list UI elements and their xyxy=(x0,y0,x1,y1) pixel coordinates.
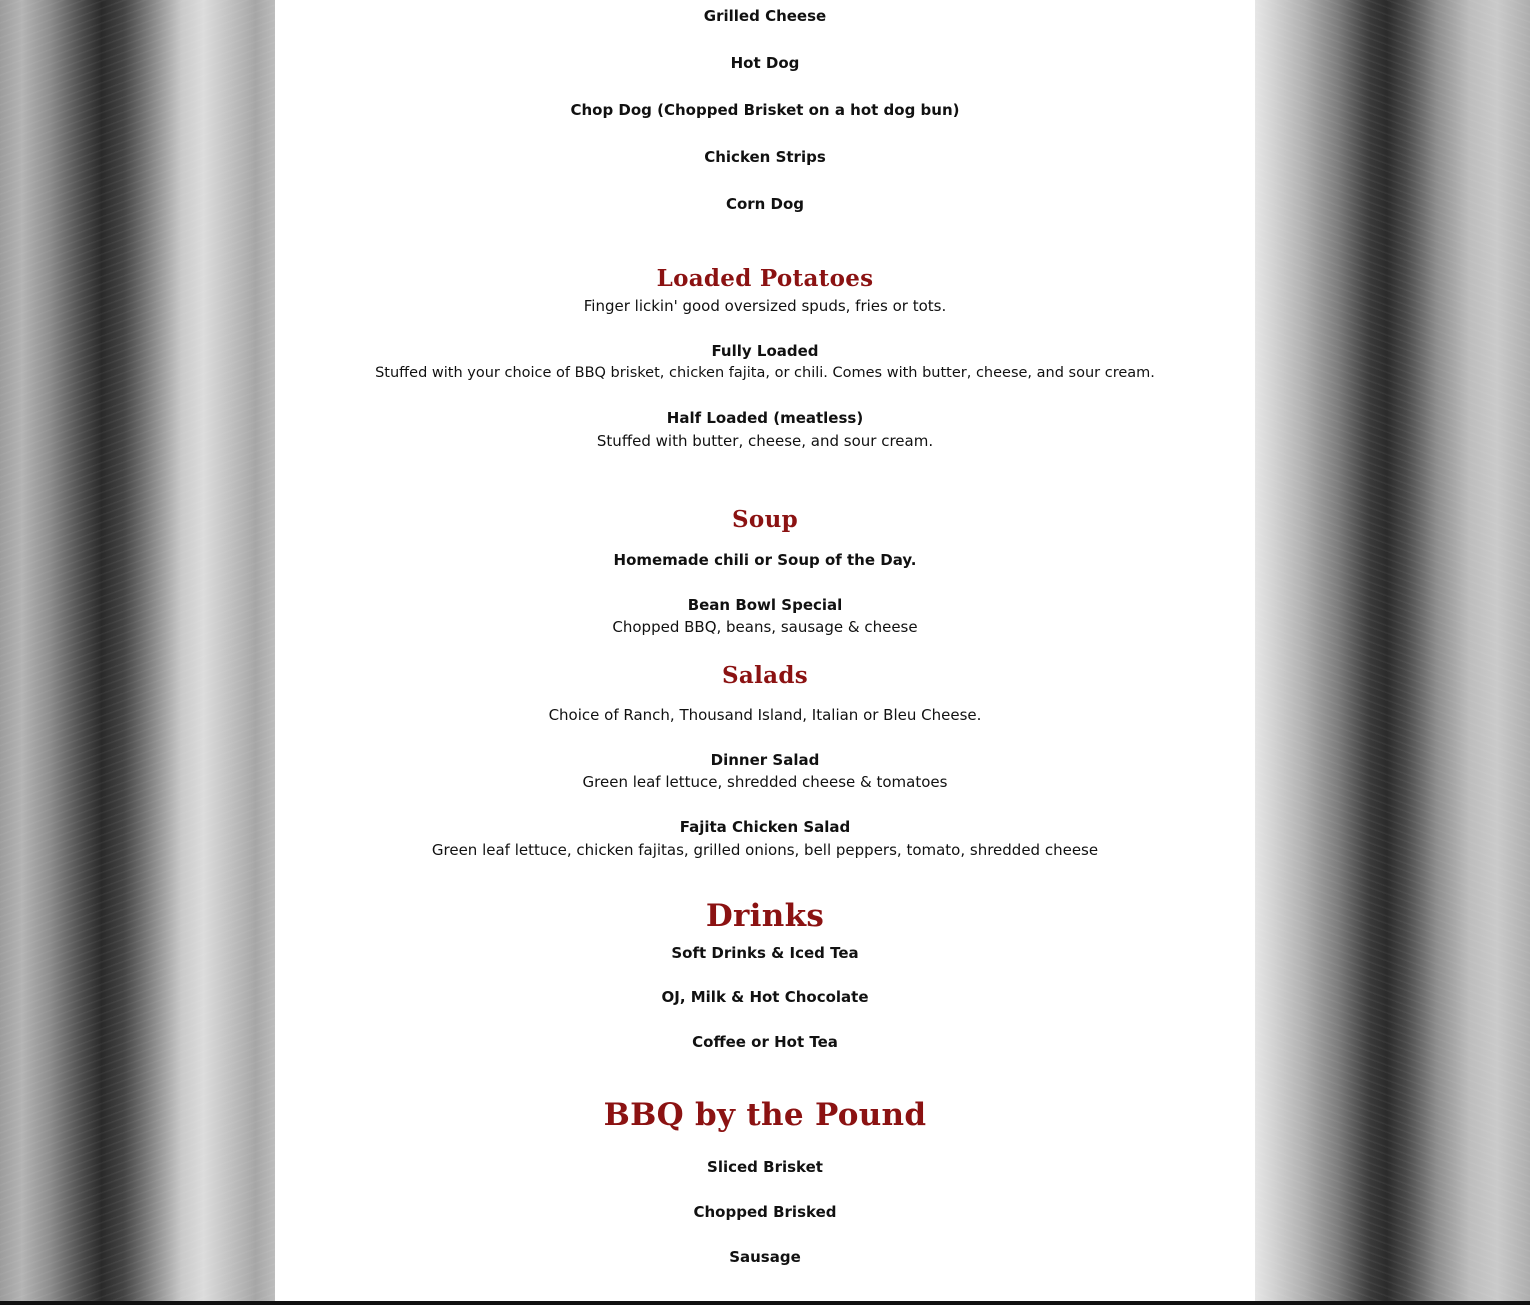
section-heading-drinks: Drinks xyxy=(705,898,825,934)
menu-panel xyxy=(275,0,1255,1301)
section-heading-loaded-potatoes: Loaded Potatoes xyxy=(656,265,874,292)
menu-item-sausage: Sausage xyxy=(729,1248,801,1266)
bottom-border xyxy=(0,1301,1530,1305)
menu-item-grilled-cheese: Grilled Cheese xyxy=(703,7,827,25)
menu-item-desc: Chopped BBQ, beans, sausage & cheese xyxy=(612,618,918,636)
menu-item-desc: Stuffed with butter, cheese, and sour cream. xyxy=(596,432,934,450)
menu-item-bean-bowl-special: Bean Bowl Special xyxy=(687,596,843,614)
menu-item-desc: Green leaf lettuce, chicken fajitas, grilled onions, bell peppers, tomato, shredded cheese xyxy=(431,841,1099,859)
section-heading-bbq-by-the-pound: BBQ by the Pound xyxy=(603,1097,927,1133)
metal-background-left xyxy=(0,0,275,1301)
metal-background-right xyxy=(1255,0,1530,1301)
menu-item-half-loaded: Half Loaded (meatless) xyxy=(666,409,864,427)
menu-item-fajita-chicken-salad: Fajita Chicken Salad xyxy=(679,818,851,836)
menu-item-corn-dog: Corn Dog xyxy=(725,195,805,213)
menu-item-desc: Stuffed with your choice of BBQ brisket, chicken fajita, or chili. Comes with butter, cheese, and sour cream. xyxy=(375,365,1155,381)
menu-item-dinner-salad: Dinner Salad xyxy=(710,751,820,769)
menu-item-soft-drinks: Soft Drinks & Iced Tea xyxy=(671,944,859,962)
section-heading-soup: Soup xyxy=(732,506,798,533)
menu-item-hot-dog: Hot Dog xyxy=(730,54,800,72)
section-heading-salads: Salads xyxy=(722,662,808,689)
menu-item-chicken-strips: Chicken Strips xyxy=(704,148,826,166)
section-intro-loaded-potatoes: Finger lickin' good oversized spuds, fries or tots. xyxy=(583,297,947,315)
menu-item-oj-milk: OJ, Milk & Hot Chocolate xyxy=(661,988,869,1006)
menu-item-chop-dog: Chop Dog (Chopped Brisket on a hot dog bun) xyxy=(570,101,960,119)
menu-item-chopped-brisked: Chopped Brisked xyxy=(693,1203,837,1221)
menu-item-sliced-brisket: Sliced Brisket xyxy=(707,1158,823,1176)
menu-item-coffee-tea: Coffee or Hot Tea xyxy=(692,1033,838,1051)
section-intro-soup: Homemade chili or Soup of the Day. xyxy=(613,551,917,569)
menu-item-fully-loaded: Fully Loaded xyxy=(711,342,819,360)
section-intro-salads: Choice of Ranch, Thousand Island, Italian or Bleu Cheese. xyxy=(548,706,982,724)
menu-item-desc: Green leaf lettuce, shredded cheese & tomatoes xyxy=(582,773,948,791)
